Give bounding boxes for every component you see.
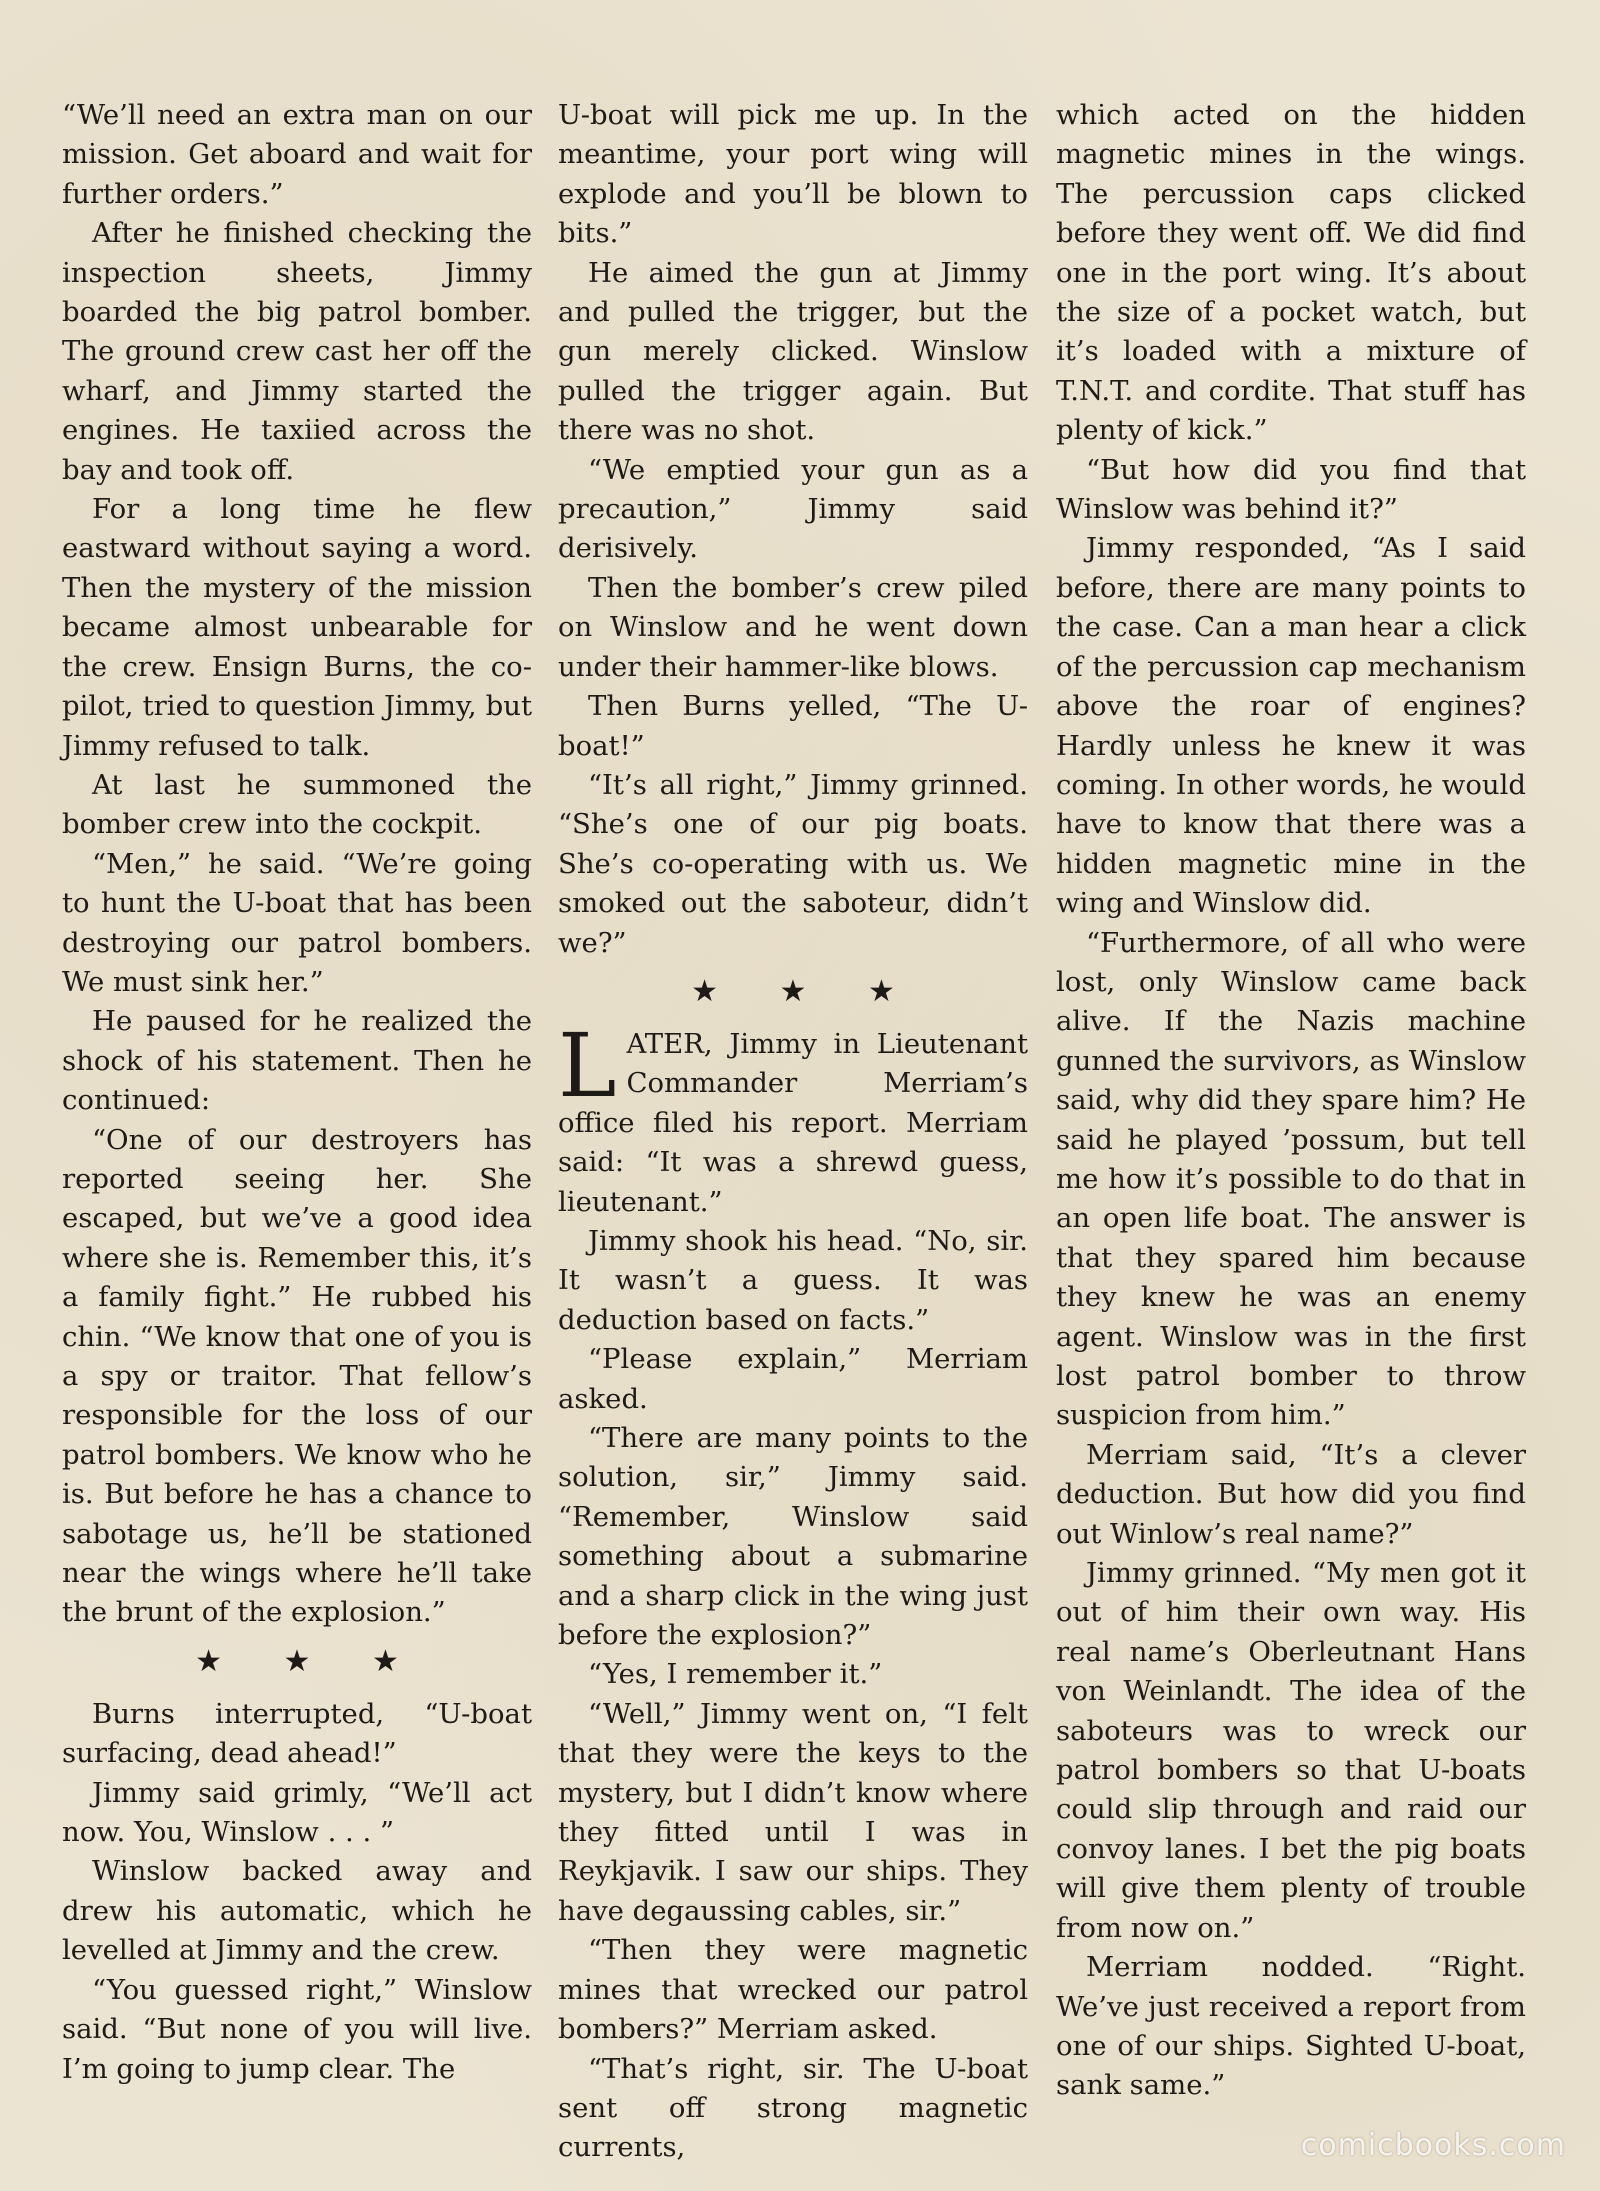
paragraph: Jimmy shook his head. “No, sir. It wasn’t a guess. It was deduction based on facts.” xyxy=(558,1224,1028,1336)
paragraph-text: ATER, Jimmy in Lieutenant Commander Merriam’s office filed his report. Merriam said: “It was a shrewd guess, lieutenant.” xyxy=(558,1027,1028,1218)
paragraph: “We emptied your gun as a precaution,” Jimmy said derisively. xyxy=(558,453,1028,565)
text-column-2 xyxy=(558,96,1028,2168)
paragraph: “That’s right, sir. The U-boat sent off strong magnetic currents, xyxy=(558,2052,1028,2164)
paragraph: Then Burns yelled, “The U-boat!” xyxy=(558,690,1028,762)
paragraph: Merriam nodded. “Right. We’ve just received a report from one of our ships. Sighted U-boat, sank same.” xyxy=(1056,1951,1526,2102)
text-column-3 xyxy=(1056,96,1526,2106)
paragraph: “You guessed right,” Winslow said. “But none of you will live. I’m going to jump clear. The xyxy=(62,1973,532,2085)
paragraph: He paused for he realized the shock of his statement. Then he continued: xyxy=(62,1005,532,1117)
paragraph: “Men,” he said. “We’re going to hunt the U-boat that has been destroying our patrol bombers. We must sink her.” xyxy=(62,847,532,998)
paragraph: Winslow backed away and drew his automatic, which he levelled at Jimmy and the crew. xyxy=(62,1855,532,1967)
paragraph: Burns interrupted, “U-boat surfacing, dead ahead!” xyxy=(62,1697,532,1770)
paragraph: At last he summoned the bomber crew into the cockpit. xyxy=(62,768,532,841)
site-watermark: comicbooks.com xyxy=(1300,2128,1566,2163)
paragraph: “But how did you find that Winslow was behind it?” xyxy=(1056,453,1526,526)
paragraph: “Furthermore, of all who were lost, only Winslow came back alive. If the Nazis machine gunned the survivors, as Winslow said, why did they spare him? He said he played ’possum, but tell me how it’s possible to do that in an open life boat. The answer is that they spared him because they knew he was an enemy agent. Winslow was in the first lost patrol bomber to throw suspicion from him.” xyxy=(1056,926,1526,1432)
paragraph: U-boat will pick me up. In the meantime, your port wing will explode and you’ll be blown to bits.” xyxy=(558,99,1028,250)
drop-cap-letter: L xyxy=(558,1013,617,1117)
paragraph: Jimmy responded, “As I said before, there are many points to the case. Can a man hear a click of the percussion cap mechanism above the roar of engines? Hardly unless he knew it was coming. In other words, he would have to know that there was a hidden magnetic mine in the wing and Winslow did. xyxy=(1056,532,1526,920)
section-break-stars: ★ ★ ★ xyxy=(691,973,921,1009)
paragraph: “One of our destroyers has reported seeing her. She escaped, but we’ve a good idea where she is. Remember this, it’s a family fight.” He rubbed his chin. “We know that one of you is a spy or traitor. That fellow’s responsible for the loss of our patrol bombers. We know who he is. But before he has a chance to sabotage us, he’ll be stationed near the wings where he’ll take the brunt of the explosion.” xyxy=(62,1123,532,1629)
text-column-1 xyxy=(62,96,532,2089)
paragraph: “Then they were magnetic mines that wrecked our patrol bombers?” Merriam asked. xyxy=(558,1934,1028,2046)
section-break-stars: ★ ★ ★ xyxy=(195,1643,425,1679)
paragraph: He aimed the gun at Jimmy and pulled the trigger, but the gun merely clicked. Winslow pulled the trigger again. But there was no shot. xyxy=(558,256,1028,447)
paragraph: “We’ll need an extra man on our mission. Get aboard and wait for further orders.” xyxy=(62,99,532,210)
paragraph: “There are many points to the solution, sir,” Jimmy said. “Remember, Winslow said something about a submarine and a sharp click in the wing just before the explosion?” xyxy=(558,1422,1028,1652)
paragraph: Merriam said, “It’s a clever deduction. But how did you find out Winlow’s real name?” xyxy=(1056,1438,1526,1550)
paragraph: Then the bomber’s crew piled on Winslow and he went down under their hammer-like blows. xyxy=(558,571,1028,683)
paragraph: After he finished checking the inspection sheets, Jimmy boarded the big patrol bomber. The ground crew cast her off the wharf, and Jimmy started the engines. He taxiied across the bay and took off. xyxy=(62,217,532,486)
paragraph: Jimmy grinned. “My men got it out of him their own way. His real name’s Oberleutnant Hans von Weinlandt. The idea of the saboteurs was to wreck our patrol bombers so that U-boats could slip through and raid our convoy lanes. I bet the pig boats will give them plenty of trouble from now on.” xyxy=(1056,1557,1526,1944)
paragraph: “Well,” Jimmy went on, “I felt that they were the keys to the mystery, but I didn’t know where they fitted until I was in Reykjavik. I saw our ships. They have degaussing cables, sir.” xyxy=(558,1697,1028,1927)
paragraph: Jimmy said grimly, “We’ll act now. You, Winslow . . . ” xyxy=(62,1776,532,1849)
paragraph: “Yes, I remember it.” xyxy=(588,1658,883,1691)
paragraph: “It’s all right,” Jimmy grinned. “She’s one of our pig boats. She’s co-operating with us. We smoked out the saboteur, didn’t we?” xyxy=(558,768,1028,959)
paragraph: “Please explain,” Merriam asked. xyxy=(558,1343,1028,1415)
paragraph: which acted on the hidden magnetic mines in the wings. The percussion caps clicked before they went off. We did find one in the port wing. It’s about the size of a pocket watch, but it’s loaded with a mixture of T.N.T. and cordite. That stuff has plenty of kick.” xyxy=(1056,99,1526,447)
paragraph-dropcap xyxy=(558,1013,1028,1222)
paragraph: For a long time he flew eastward without saying a word. Then the mystery of the mission became almost unbearable for the crew. Ensign Burns, the co-pilot, tried to question Jimmy, but Jimmy refused to talk. xyxy=(62,493,532,762)
